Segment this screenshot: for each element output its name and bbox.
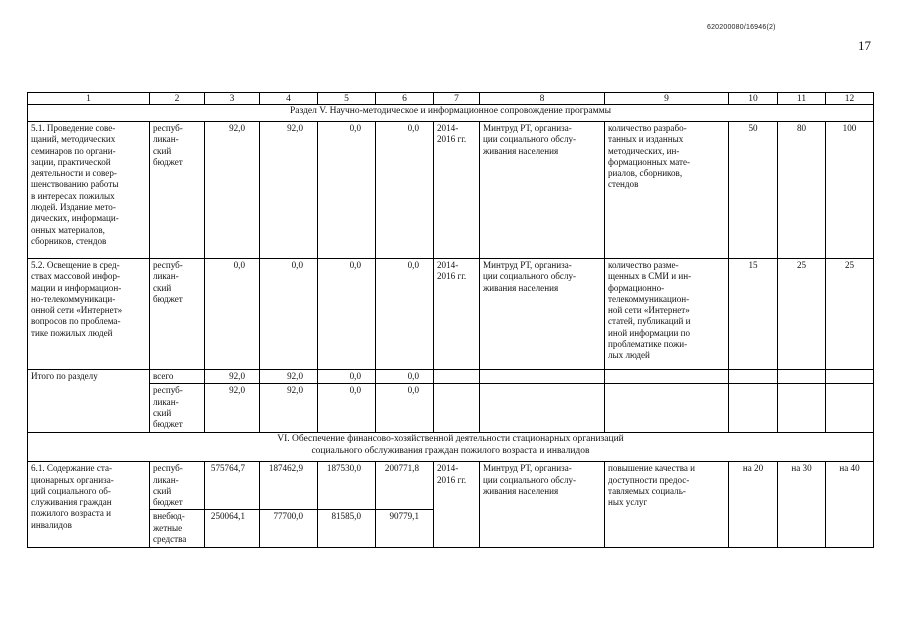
row-5-2-col6: 0,0 bbox=[376, 259, 434, 370]
row-6-1-indicator: повышение качества и доступности предос- тавляемых социаль- ных услуг bbox=[605, 462, 729, 548]
total-rep-col12 bbox=[826, 384, 874, 433]
section-5-title: Раздел V. Научно-методическое и информационное сопровождение программы bbox=[28, 105, 874, 122]
table-row-total-republican bbox=[28, 384, 874, 433]
total-col9 bbox=[605, 370, 729, 384]
section-5-title-row bbox=[28, 105, 874, 122]
total-col8 bbox=[480, 370, 605, 384]
row-6-1-rep-col3: 575764,7 bbox=[205, 462, 260, 510]
row-5-1-col11: 80 bbox=[778, 122, 826, 259]
page-number: 17 bbox=[858, 38, 871, 53]
total-col7 bbox=[434, 370, 480, 384]
col-header-1: 1 bbox=[28, 93, 150, 105]
row-5-2-source: респуб- ликан- ский бюджет bbox=[150, 259, 205, 370]
column-number-row bbox=[28, 93, 874, 105]
row-5-1-indicator: количество разрабо- танных и изданных методических, ин- формационных мате- риалов, сборников, стендов bbox=[605, 122, 729, 259]
total-rep-col5: 0,0 bbox=[318, 384, 376, 433]
row-5-2-name: 5.2. Освещение в сред- ствах массовой инфор- мации и информацион- но-телекоммуникаци- онной сети «Интернет» вопросов по проблема- тике пожилых людей bbox=[28, 259, 150, 370]
row-5-2-indicator: количество разме- щенных в СМИ и ин- формационно- телекоммуникацион- ной сети «Интернет» статей, публикаций и иной информации по проблематике пожи- лых людей bbox=[605, 259, 729, 370]
row-6-1-ext-col3: 250064,1 bbox=[205, 510, 260, 548]
row-6-1-rep-col4: 187462,9 bbox=[260, 462, 318, 510]
total-col3: 92,0 bbox=[205, 370, 260, 384]
row-5-2-col11: 25 bbox=[778, 259, 826, 370]
total-rep-col3: 92,0 bbox=[205, 384, 260, 433]
row-6-1-source-extrabudget: внебюд- жетные средства bbox=[150, 510, 205, 548]
col-header-6: 6 bbox=[376, 93, 434, 105]
row-5-1-executor: Минтруд РТ, организа- ции социального обслу- живания населения bbox=[480, 122, 605, 259]
row-6-1-ext-col5: 81585,0 bbox=[318, 510, 376, 548]
row-6-1-ext-col6: 90779,1 bbox=[376, 510, 434, 548]
section-6-title: VI. Обеспечение финансово-хозяйственной деятельности стационарных организаций социального обслуживания граждан пожилого возраста и инвалидов bbox=[28, 433, 874, 462]
col-header-11: 11 bbox=[778, 93, 826, 105]
section-6-title-row bbox=[28, 433, 874, 462]
col-header-3: 3 bbox=[205, 93, 260, 105]
total-rep-col11 bbox=[778, 384, 826, 433]
row-5-2-executor: Минтруд РТ, организа- ции социального обслу- живания населения bbox=[480, 259, 605, 370]
row-5-1-col5: 0,0 bbox=[318, 122, 376, 259]
row-5-2-col5: 0,0 bbox=[318, 259, 376, 370]
row-6-1-col11: на 30 bbox=[778, 462, 826, 548]
row-6-1-ext-col4: 77700,0 bbox=[260, 510, 318, 548]
col-header-12: 12 bbox=[826, 93, 874, 105]
row-6-1-source-republican: респуб- ликан- ский бюджет bbox=[150, 462, 205, 510]
col-header-2: 2 bbox=[150, 93, 205, 105]
total-col12 bbox=[826, 370, 874, 384]
row-5-2-col4: 0,0 bbox=[260, 259, 318, 370]
program-table bbox=[27, 92, 874, 548]
table-row-5-2 bbox=[28, 259, 874, 370]
row-5-2-col12: 25 bbox=[826, 259, 874, 370]
row-5-1-col3: 92,0 bbox=[205, 122, 260, 259]
row-5-1-col12: 100 bbox=[826, 122, 874, 259]
total-rep-col9 bbox=[605, 384, 729, 433]
row-5-2-col3: 0,0 bbox=[205, 259, 260, 370]
total-col10 bbox=[729, 370, 778, 384]
row-6-1-period: 2014- 2016 гг. bbox=[434, 462, 480, 548]
total-label: Итого по разделу bbox=[28, 370, 150, 433]
total-col6: 0,0 bbox=[376, 370, 434, 384]
row-6-1-executor: Минтруд РТ, организа- ции социального обслу- живания населения bbox=[480, 462, 605, 548]
row-6-1-col10: на 20 bbox=[729, 462, 778, 548]
col-header-8: 8 bbox=[480, 93, 605, 105]
table-row-5-1 bbox=[28, 122, 874, 259]
total-rep-col7 bbox=[434, 384, 480, 433]
row-6-1-col12: на 40 bbox=[826, 462, 874, 548]
row-5-1-source: респуб- ликан- ский бюджет bbox=[150, 122, 205, 259]
row-5-1-period: 2014- 2016 гг. bbox=[434, 122, 480, 259]
table-row-6-1 bbox=[28, 462, 874, 510]
col-header-4: 4 bbox=[260, 93, 318, 105]
row-5-1-col10: 50 bbox=[729, 122, 778, 259]
table-row-total bbox=[28, 370, 874, 384]
row-6-1-rep-col6: 200771,8 bbox=[376, 462, 434, 510]
col-header-10: 10 bbox=[729, 93, 778, 105]
row-5-1-col4: 92,0 bbox=[260, 122, 318, 259]
col-header-5: 5 bbox=[318, 93, 376, 105]
document-id: 620200080/16946(2) bbox=[707, 24, 776, 31]
row-5-2-col10: 15 bbox=[729, 259, 778, 370]
row-5-2-period: 2014- 2016 гг. bbox=[434, 259, 480, 370]
total-source: всего bbox=[150, 370, 205, 384]
total-col5: 0,0 bbox=[318, 370, 376, 384]
total-rep-col8 bbox=[480, 384, 605, 433]
total-rep-col10 bbox=[729, 384, 778, 433]
col-header-7: 7 bbox=[434, 93, 480, 105]
total-col4: 92,0 bbox=[260, 370, 318, 384]
total-rep-col4: 92,0 bbox=[260, 384, 318, 433]
total-col11 bbox=[778, 370, 826, 384]
row-5-1-name: 5.1. Проведение сове- щаний, методических семинаров по органи- зации, практической деятельности и совер- шенствованию работы в интересах пожилых людей. Издание мето- дических, информаци- онных материалов, сборников, стендов bbox=[28, 122, 150, 259]
total-rep-col6: 0,0 bbox=[376, 384, 434, 433]
row-6-1-name: 6.1. Содержание ста- ционарных организа- ций социального об- служивания граждан пожилого возраста и инвалидов bbox=[28, 462, 150, 548]
row-6-1-rep-col5: 187530,0 bbox=[318, 462, 376, 510]
col-header-9: 9 bbox=[605, 93, 729, 105]
row-5-1-col6: 0,0 bbox=[376, 122, 434, 259]
total-rep-source: респуб- ликан- ский бюджет bbox=[150, 384, 205, 433]
